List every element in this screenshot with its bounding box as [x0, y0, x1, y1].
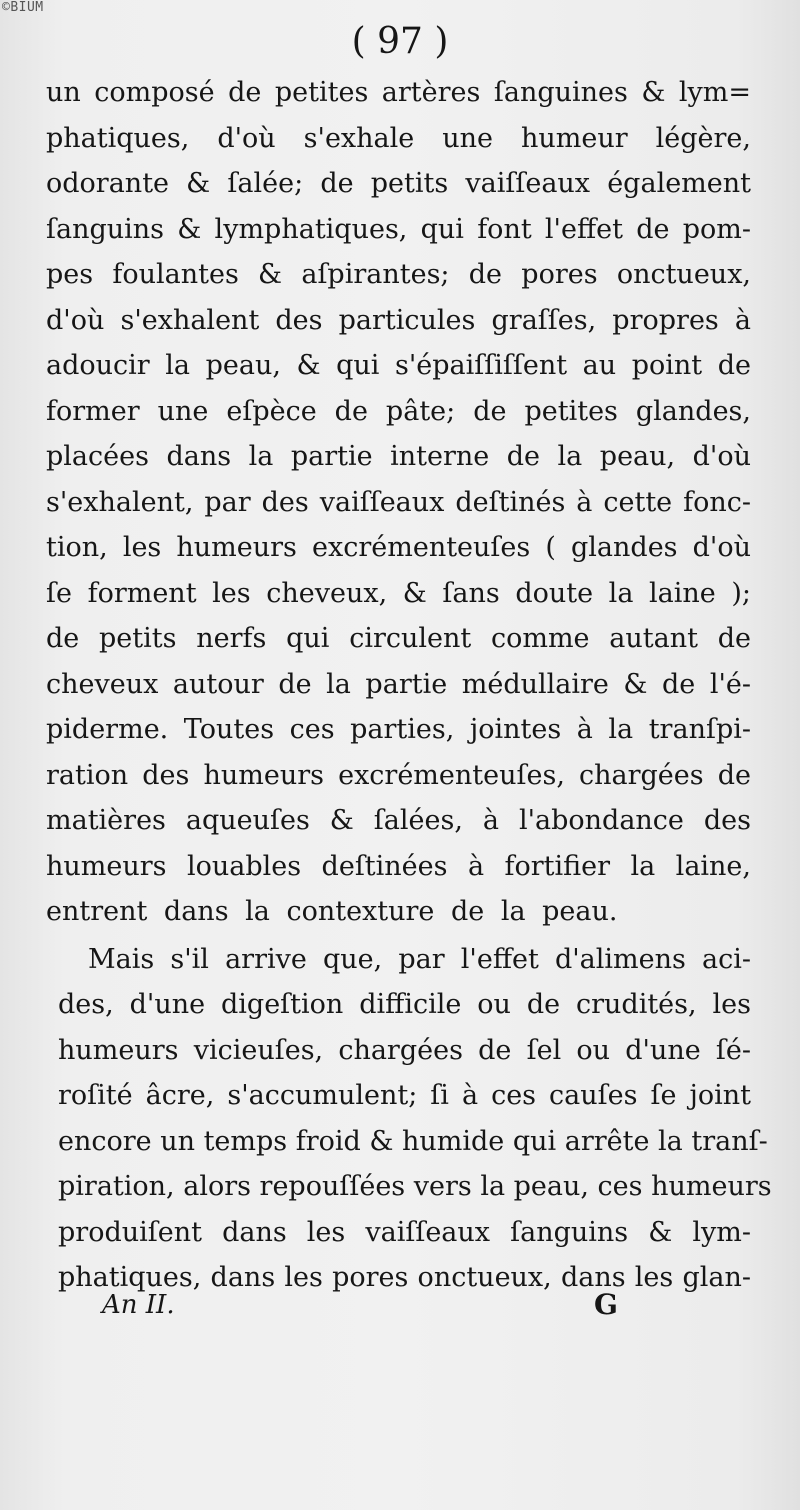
text-line: Mais s'il arrive que, par l'effet d'alimens aci- — [88, 943, 751, 975]
text-line: piderme. Toutes ces parties, jointes à la tranſpi- — [46, 714, 751, 745]
page-footer — [0, 1285, 800, 1325]
text-line: ſanguins & lymphatiques, qui font l'effet de pom- — [46, 213, 751, 245]
text-line: un composé de petites artères ſanguines & lym= — [46, 77, 751, 108]
text-line: ration des humeurs excrémenteuſes, chargées de — [46, 759, 751, 791]
text-line: de petits nerfs qui circulent comme autant de — [46, 623, 751, 654]
text-line: pes foulantes & aſpirantes; de pores onctueux, — [46, 259, 751, 290]
text-line: humeurs vicieuſes, chargées de ſel ou d'une ſé- — [58, 1034, 751, 1066]
text-line: odorante & ſalée; de petits vaiſſeaux également — [46, 168, 751, 199]
text-line: cheveux autour de la partie médullaire & de l'é- — [46, 668, 751, 700]
body-text — [46, 70, 772, 1301]
text-line: encore un temps froid & humide qui arrête la tranſ- — [58, 1125, 768, 1157]
text-line: former une eſpèce de pâte; de petites glandes, — [46, 395, 751, 427]
text-line: phatiques, dans les pores onctueux, dans les glan- — [58, 1262, 751, 1293]
text-line: s'exhalent, par des vaiſſeaux deſtinés à cette fonc- — [46, 486, 751, 518]
text-line: tion, les humeurs excrémenteuſes ( glandes d'où — [46, 532, 751, 563]
text-line: d'où s'exhalent des particules graſſes, propres à — [46, 304, 751, 336]
text-line: entrent dans la contexture de la peau. — [46, 896, 618, 927]
text-line: humeurs louables deſtinées à fortifier la laine, — [46, 850, 751, 882]
text-line: produiſent dans les vaiſſeaux ſanguins & lym- — [58, 1216, 751, 1248]
paragraph-2 — [46, 937, 772, 1301]
gathering-letter: G — [594, 1288, 618, 1321]
text-line: placées dans la partie interne de la peau, d'où — [46, 441, 751, 472]
text-line: roſité âcre, s'accumulent; ſi à ces cauſes ſe joint — [58, 1080, 751, 1111]
text-line: phatiques, d'où s'exhale une humeur légère, — [46, 122, 751, 154]
library-watermark: ©BIUM — [2, 0, 44, 15]
paragraph-1 — [46, 70, 751, 935]
page-number: ( 97 ) — [351, 21, 449, 62]
text-line: ſe forment les cheveux, & ſans doute la laine ); — [46, 577, 751, 609]
text-line: piration, alors repouſſées vers la peau, ces humeurs — [58, 1171, 772, 1202]
text-line: des, d'une digeſtion difficile ou de crudités, les — [58, 989, 751, 1020]
signature-mark: An II. — [102, 1290, 175, 1320]
text-line: adoucir la peau, & qui s'épaiſſiſſent au point de — [46, 350, 751, 381]
text-line: matières aqueuſes & ſalées, à l'abondance des — [46, 805, 751, 836]
